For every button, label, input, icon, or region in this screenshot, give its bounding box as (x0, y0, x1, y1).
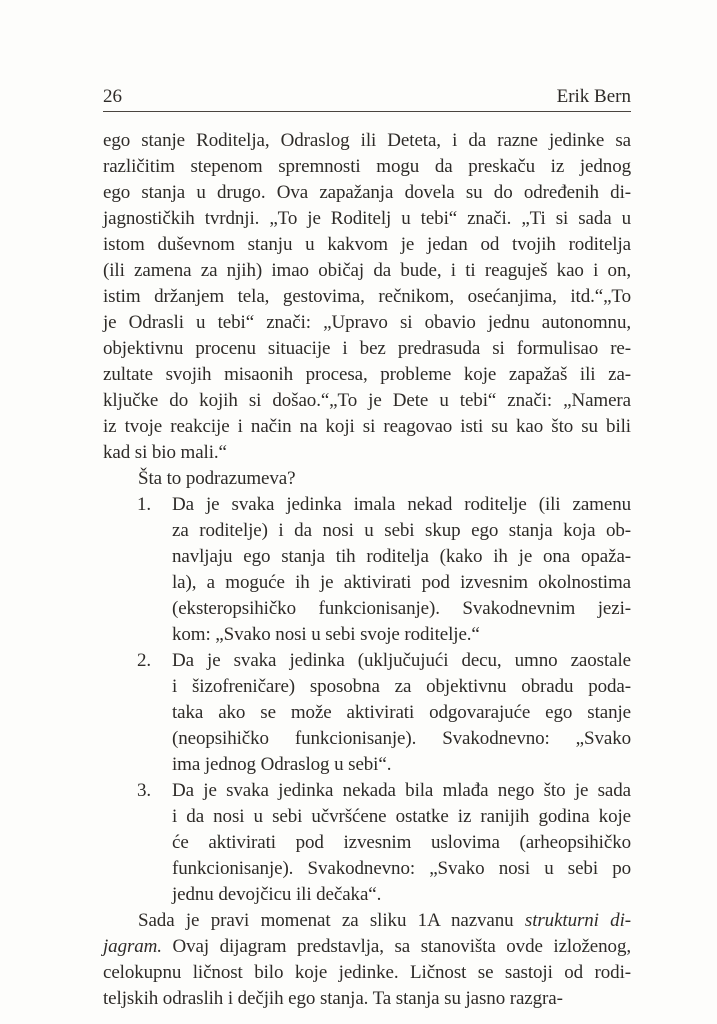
text-line (103, 414, 631, 440)
paragraph (103, 128, 631, 466)
text-line (103, 128, 631, 154)
text-segment: će aktivirati pod izvesnim uslovima (arheopsihičko (172, 832, 631, 853)
text-line (103, 154, 631, 180)
text-segment: je Odrasli u tebi“ znači: „Upravo si obavio jednu autonomnu, (103, 312, 631, 333)
paragraph (103, 466, 631, 492)
text-segment: Da je svaka jedinka imala nekad roditelje (ili zamenu (172, 494, 631, 515)
text-line (103, 466, 631, 492)
italic-text-segment: jagram. (103, 936, 162, 957)
text-segment: kom: „Svako nosi u sebi svoje roditelje.“ (172, 624, 480, 645)
page-content (103, 86, 631, 1012)
text-line (172, 882, 631, 908)
text-segment: celokupnu ličnost bilo koje jedinke. Ličnost se sastoji od rodi- (103, 962, 631, 983)
text-line (103, 908, 631, 934)
text-segment: istim držanjem tela, gestovima, rečnikom, osećanjima, itd.“„To (103, 286, 631, 307)
italic-text-segment: strukturni di- (524, 910, 631, 931)
running-header (103, 86, 631, 112)
text-line (172, 700, 631, 726)
list-item-number: 3. (137, 780, 152, 801)
text-segment: jednu devojčicu ili dečaka“. (172, 884, 382, 905)
text-segment: Da je svaka jedinka nekada bila mlađa nego što je sada (172, 780, 631, 801)
text-line (172, 726, 631, 752)
text-segment: la), a moguće ih je aktivirati pod izvesnim okolnostima (172, 572, 631, 593)
text-segment: funkcionisanje). Svakodnevno: „Svako nosi u sebi po (172, 858, 631, 879)
text-segment: navljaju ego stanja tih roditelja (kako ih je ona opaža- (172, 546, 631, 567)
text-segment: ključke do kojih si došao.“„To je Dete u tebi“ znači: „Namera (103, 390, 631, 411)
text-segment: (eksteropsihičko funkcionisanje). Svakodnevnim jezi- (172, 598, 631, 619)
text-line (172, 648, 631, 674)
text-line (103, 336, 631, 362)
text-line (172, 674, 631, 700)
text-segment: teljskih odraslih i dečjih ego stanja. Ta stanja su jasno razgra- (103, 988, 563, 1009)
text-segment: zultate svojih misaonih procesa, probleme koje zapažaš ili za- (103, 364, 631, 385)
text-line (172, 518, 631, 544)
text-segment: ego stanje Roditelja, Odraslog ili Deteta, i da razne jedinke sa (103, 130, 631, 151)
text-line (103, 362, 631, 388)
text-line (172, 752, 631, 778)
text-segment: (neopsihičko funkcionisanje). Svakodnevno: „Svako (172, 728, 631, 749)
text-line (172, 622, 631, 648)
text-segment: jagnostičkih tvrdnji. „To je Roditelj u tebi“ znači. „Ti si sada u (103, 208, 631, 229)
text-segment: ego stanja u drugo. Ova zapažanja dovela su do određenih di- (103, 182, 631, 203)
text-segment: Sada je pravi momenat za sliku 1A nazvanu (138, 910, 525, 931)
text-line (103, 986, 631, 1012)
text-segment: taka ako se može aktivirati odgovarajuće ego stanje (172, 702, 631, 723)
text-segment: istom duševnom stanju u kakvom je jedan od tvojih roditelja (103, 234, 631, 255)
paragraph (103, 908, 631, 1012)
text-line (103, 388, 631, 414)
text-line (172, 830, 631, 856)
running-header-author: Erik Bern (556, 86, 631, 107)
text-segment: i da nosi u sebi učvršćene ostatke iz ranijih godina koje (172, 806, 631, 827)
text-segment: (ili zamena za njih) imao običaj da bude, i ti reaguješ kao i on, (103, 260, 631, 281)
list-item-text (172, 648, 631, 778)
text-line (172, 804, 631, 830)
list-item-text (172, 778, 631, 908)
text-line (103, 310, 631, 336)
list-item (103, 778, 631, 908)
text-line (103, 934, 631, 960)
text-line (103, 440, 631, 466)
text-line (172, 570, 631, 596)
text-segment: Da je svaka jedinka (uključujući decu, umno zaostale (172, 650, 631, 671)
text-segment: i šizofreničare) sposobna za objektivnu obradu poda- (172, 676, 631, 697)
text-line (172, 492, 631, 518)
page-body (103, 128, 631, 1012)
text-line (172, 856, 631, 882)
text-line (103, 284, 631, 310)
text-segment: za roditelje) i da nosi u sebi skup ego stanja koja ob- (172, 520, 631, 541)
text-line (172, 778, 631, 804)
list-item (103, 492, 631, 648)
text-segment: različitim stepenom spremnosti mogu da preskaču iz jednog (103, 156, 631, 177)
text-line (103, 232, 631, 258)
list-item-number: 1. (137, 494, 152, 515)
text-line (103, 258, 631, 284)
text-segment: objektivnu procenu situacije i bez predrasuda si formulisao re- (103, 338, 631, 359)
text-line (172, 596, 631, 622)
page-number: 26 (103, 86, 122, 107)
text-segment: kad si bio mali.“ (103, 442, 227, 463)
text-line (103, 960, 631, 986)
text-segment: ima jednog Odraslog u sebi“. (172, 754, 392, 775)
text-segment: Šta to podrazumeva? (138, 468, 296, 489)
text-line (103, 180, 631, 206)
text-segment: Ovaj dijagram predstavlja, sa stanovišta ovde izloženog, (161, 936, 631, 957)
list-item (103, 648, 631, 778)
text-line (172, 544, 631, 570)
text-segment: iz tvoje reakcije i način na koji si reagovao isti su kao što su bili (103, 416, 631, 437)
list-item-text (172, 492, 631, 648)
text-line (103, 206, 631, 232)
list-item-number: 2. (137, 650, 152, 671)
